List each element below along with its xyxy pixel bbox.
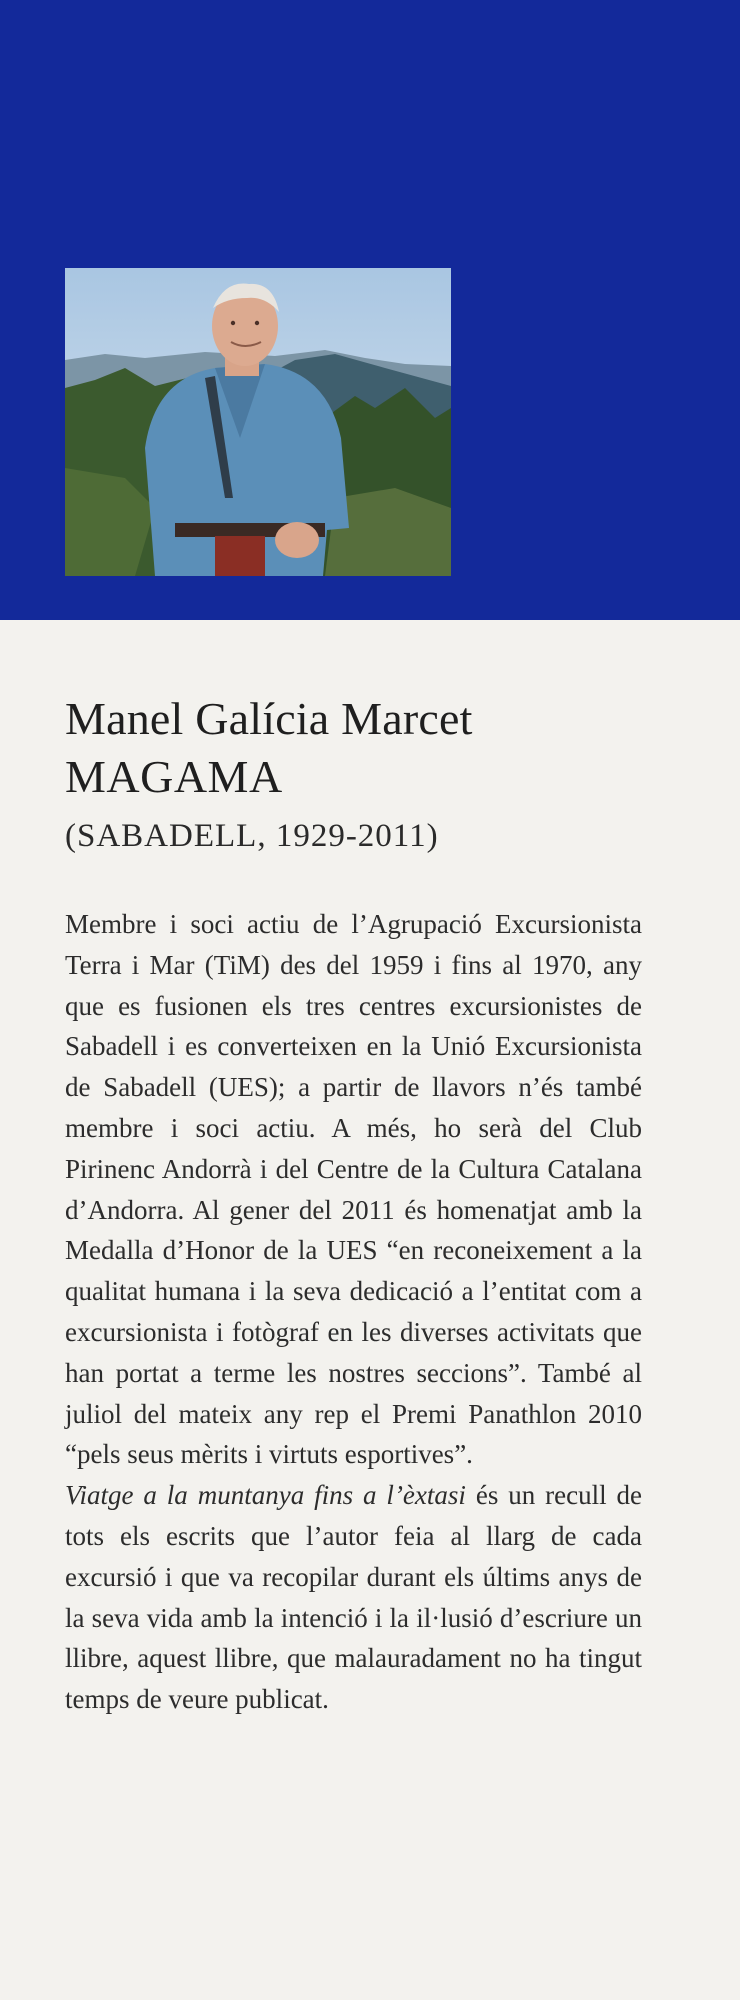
author-name: Manel Galícia Marcet — [65, 693, 473, 744]
author-pseudonym: MAGAMA — [65, 751, 283, 802]
biography-text — [65, 904, 642, 1720]
author-origin-dates: (SABADELL, 1929-2011) — [65, 818, 439, 854]
author-portrait-photo — [65, 268, 451, 576]
biography-paragraph-2 — [65, 1475, 642, 1720]
author-bio-section — [65, 690, 642, 1720]
portrait-image — [65, 268, 451, 576]
biography-paragraph-1: Membre i soci actiu de l’Agrupació Excursionista Terra i Mar (TiM) des del 1959 i fins al 1970, any que es fusionen els tres centres excursionistes de Sabadell i es converteixen en la Unió Excursionista de Sabadell (UES); a partir de llavors n’és també membre i soci actiu. A més, ho serà del Club Pirinenc Andorrà i del Centre de la Cultura Catalana d’Andorra. Al gener del 2011 és homenatjat amb la Medalla d’Honor de la UES “en reconeixement a la qualitat humana i la seva dedicació a l’entitat com a excursionista i fotògraf en les diverses activitats que han portat a terme les nostres seccions”. També al juliol del mateix any rep el Premi Panathlon 2010 “pels seus mèrits i virtuts esportives”. — [65, 909, 642, 1470]
biography-paragraph-2-text: és un recull de tots els escrits que l’autor feia al llarg de cada excursió i que va recopilar durant els últims anys de la seva vida amb la intenció i la il·lusió d’escriure un llibre, aquest llibre, que malauradament no ha tingut temps de veure publicat. — [65, 1480, 643, 1715]
book-title: Viatge a la muntanya fins a l’èxtasi — [65, 1480, 466, 1511]
